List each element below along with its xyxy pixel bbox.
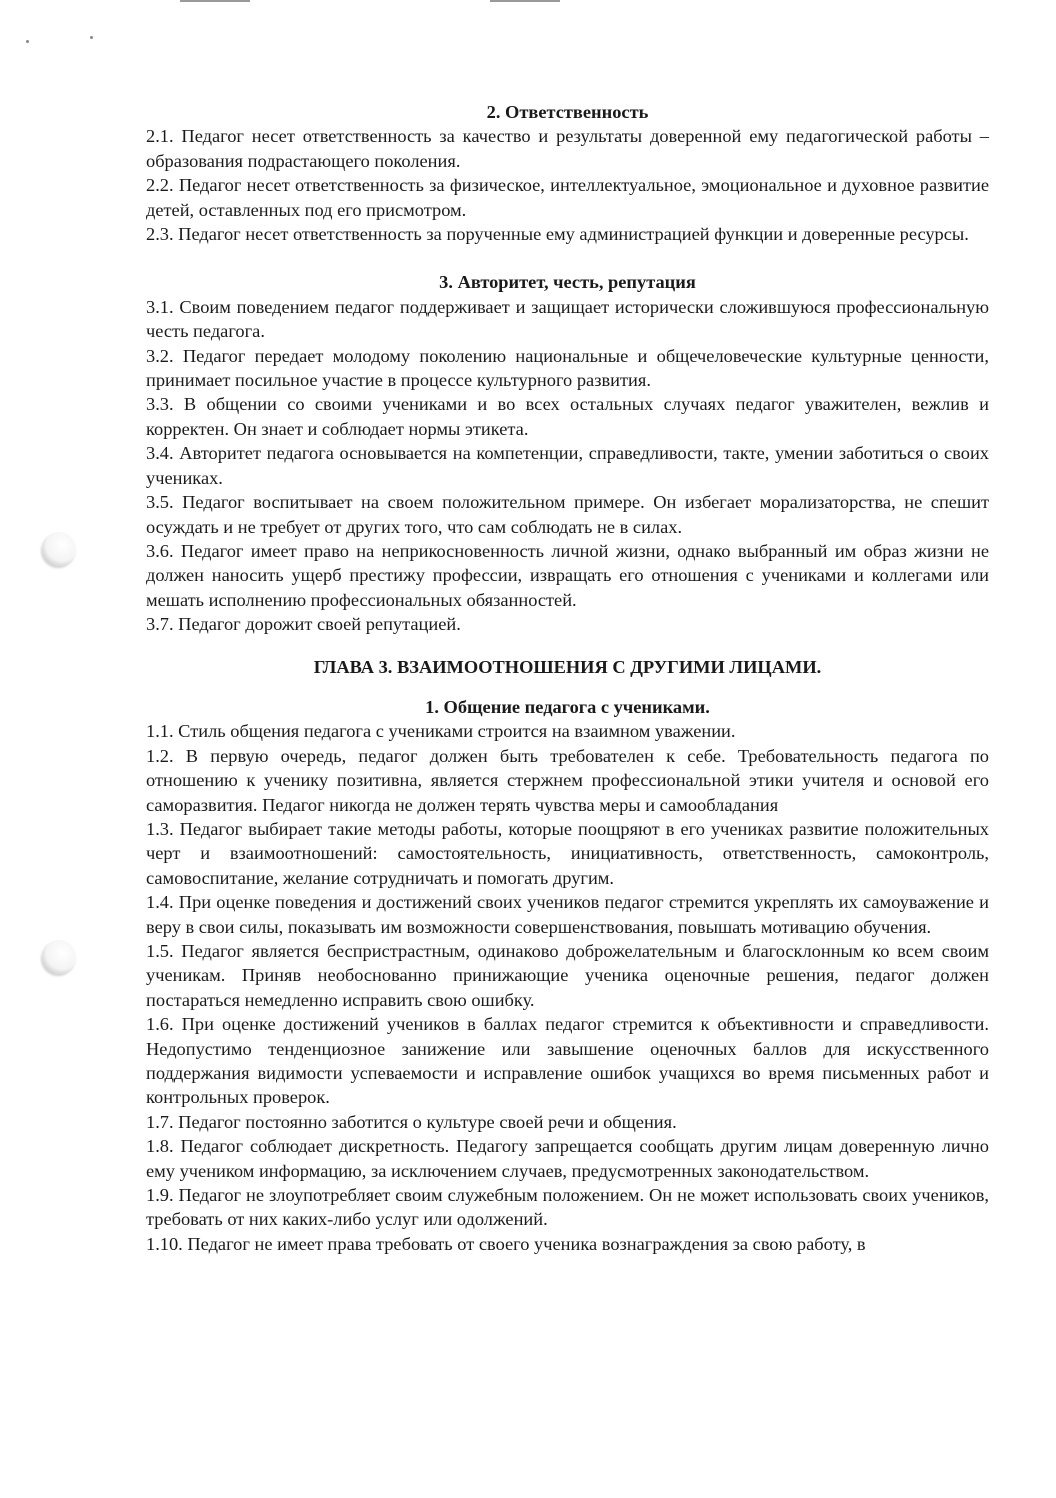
- scan-speck: [90, 36, 93, 39]
- section-heading-responsibility: 2. Ответственность: [486, 102, 649, 122]
- paragraph-1-3: 1.3. Педагог выбирает такие методы работы, которые поощряют в его учениках развитие положительных черт и взаимоотношений: самостоятельность, инициативность, ответственность, самоконтроль, самовоспитание, желание сотрудничать и помогать другим.: [146, 818, 989, 888]
- paragraph-3-6: 3.6. Педагог имеет право на неприкосновенность личной жизни, однако выбранный им образ жизни не должен наносить ущерб престижу профессии, извращать его отношения с учениками и коллегами или мешать исполнению профессиональных обязанностей.: [146, 540, 989, 610]
- paragraph-2-1: 2.1. Педагог несет ответственность за качество и результаты доверенной ему педагогической работы – образования подрастающего поколения.: [146, 126, 989, 171]
- paragraph-1-7: 1.7. Педагог постоянно заботится о культуре своей речи и общения.: [146, 1111, 677, 1132]
- paragraph-3-5: 3.5. Педагог воспитывает на своем положительном примере. Он избегает морализаторства, не спешит осуждать и не требует от других того, что сам соблюдать не в силах.: [146, 492, 989, 537]
- paragraph-1-5: 1.5. Педагог является беспристрастным, одинаково доброжелательным и благосклонным ко всем своим ученикам. Приняв необоснованно принижающие ученика оценочные решения, педагог должен постараться немедленно исправить свою ошибку.: [146, 941, 989, 1010]
- paragraph-3-3: 3.3. В общении со своими учениками и во всех остальных случаях педагог уважителен, вежлив и корректен. Он знает и соблюдает нормы этикета.: [146, 394, 989, 439]
- paragraph-3-1: 3.1. Своим поведением педагог поддерживает и защищает исторически сложившуюся профессиональную честь педагога.: [146, 296, 989, 342]
- paragraph-3-4: 3.4. Авторитет педагога основывается на компетенции, справедливости, такте, умении заботиться о своих учениках.: [146, 443, 989, 488]
- paragraph-1-4: 1.4. При оценке поведения и достижений своих учеников педагог стремится укреплять их самоуважение и веру в свои силы, показывать им возможности совершенствования, повышать мотивацию обучения.: [146, 892, 989, 937]
- scan-edge-mark: [180, 0, 250, 2]
- paragraph-1-9: 1.9. Педагог не злоупотребляет своим служебным положением. Он не может использовать своих учеников, требовать от них каких-либо услуг или одолжений.: [146, 1185, 989, 1230]
- scan-edge-mark: [490, 0, 560, 2]
- document-page: [146, 100, 989, 1256]
- section-heading-communication: 1. Общение педагога с учениками.: [425, 696, 710, 717]
- scan-speck: [26, 40, 29, 43]
- section-heading-authority: 3. Авторитет, честь, репутация: [439, 272, 696, 293]
- punch-hole: [42, 532, 76, 566]
- paragraph-2-2: 2.2. Педагог несет ответственность за физическое, интеллектуальное, эмоциональное и духовное развитие детей, оставленных под его присмотром.: [146, 175, 989, 220]
- paragraph-1-1: 1.1. Стиль общения педагога с учениками строится на взаимном уважении.: [146, 721, 736, 742]
- paragraph-1-10: 1.10. Педагог не имеет права требовать от своего ученика вознаграждения за свою работу, в: [146, 1233, 866, 1254]
- punch-hole: [42, 940, 76, 974]
- spacer: [146, 246, 989, 270]
- paragraph-3-7: 3.7. Педагог дорожит своей репутацией.: [146, 614, 461, 635]
- paragraph-1-8: 1.8. Педагог соблюдает дискретность. Педагогу запрещается сообщать другим лицам доверенную лично ему учеником информацию, за исключением случаев, предусмотренных законодательством.: [146, 1136, 989, 1181]
- paragraph-2-3: 2.3. Педагог несет ответственность за порученные ему администрацией функции и доверенные ресурсы.: [146, 224, 969, 245]
- paragraph-1-6: 1.6. При оценке достижений учеников в баллах педагог стремится к объективности и справедливости. Недопустимо тенденциозное занижение или завышение оценочных баллов для искусственного поддержания видимости успеваемости и исправление ошибок учащихся во время письменных работ и контрольных проверок.: [146, 1014, 989, 1108]
- paragraph-1-2: 1.2. В первую очередь, педагог должен быть требователен к себе. Требовательность педагога по отношению к ученику позитивна, является стержнем профессиональной этики учителя и основой его саморазвития. Педагог никогда не должен терять чувства меры и самообладания: [146, 745, 989, 815]
- paragraph-3-2: 3.2. Педагог передает молодому поколению национальные и общечеловеческие культурные ценности, принимает посильное участие в процессе культурного развития.: [146, 345, 989, 391]
- chapter-heading: ГЛАВА 3. ВЗАИМООТНОШЕНИЯ С ДРУГИМИ ЛИЦАМИ.: [313, 656, 822, 677]
